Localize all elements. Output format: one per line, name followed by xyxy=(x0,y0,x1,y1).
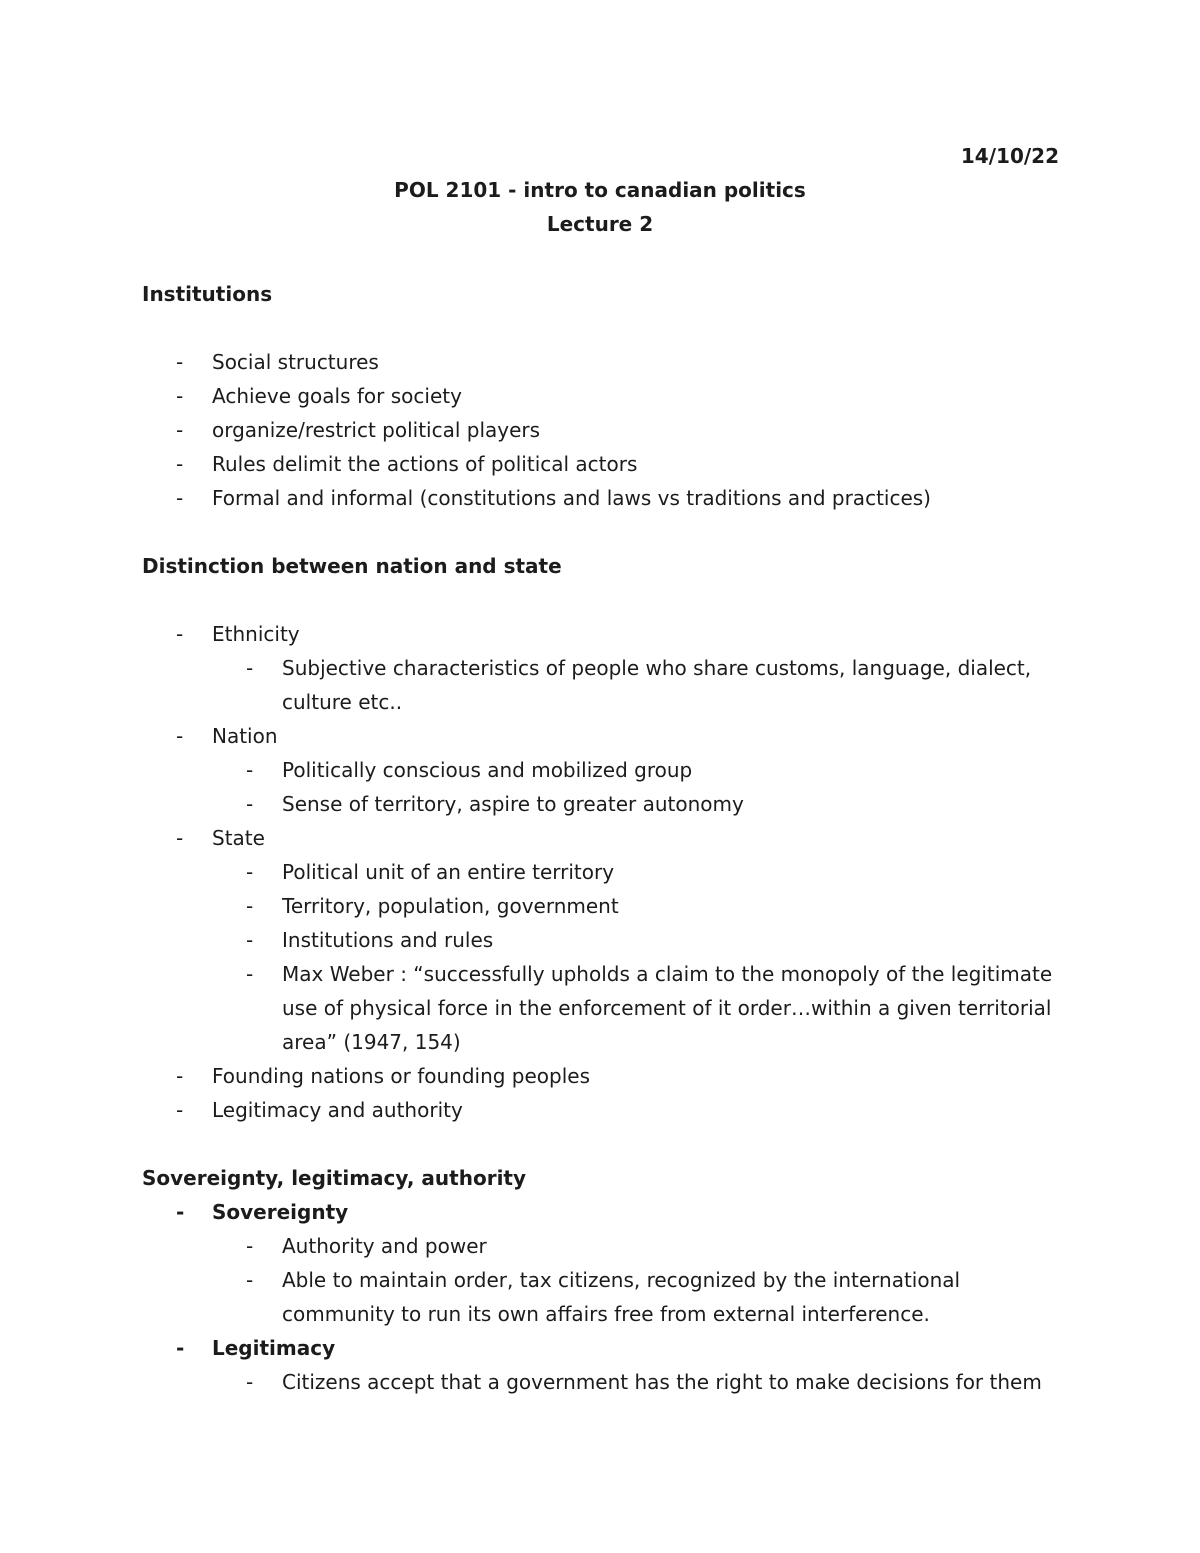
list-item xyxy=(142,1093,1062,1127)
list-item xyxy=(142,481,1062,515)
section-heading-sovereignty: Sovereignty, legitimacy, authority xyxy=(142,1166,527,1190)
bullet-dash: - xyxy=(246,758,254,782)
sub-list-item xyxy=(142,1365,1062,1399)
bullet-dash: - xyxy=(176,1064,184,1088)
list-item xyxy=(142,379,1062,413)
list-item xyxy=(142,1059,1062,1093)
list-item-text: Formal and informal (constitutions and laws vs traditions and practices) xyxy=(212,486,931,510)
bullet-dash: - xyxy=(246,792,254,816)
bullet-dash: - xyxy=(176,622,184,646)
sub-list-item xyxy=(142,1229,1062,1263)
bullet-dash: - xyxy=(176,384,184,408)
bullet-dash: - xyxy=(176,724,184,748)
bullet-dash: - xyxy=(246,860,254,884)
list-item-text: Sense of territory, aspire to greater autonomy xyxy=(282,792,744,816)
list-item-text: Legitimacy xyxy=(212,1336,336,1360)
list-item-text: Politically conscious and mobilized group xyxy=(282,758,693,782)
bullet-dash: - xyxy=(246,1370,254,1394)
list-item-text: Ethnicity xyxy=(212,622,300,646)
bullet-dash: - xyxy=(176,418,184,442)
list-item-sovereignty xyxy=(142,1195,1062,1229)
document-date: 14/10/22 xyxy=(960,144,1059,168)
course-title: POL 2101 - intro to canadian politics xyxy=(394,178,806,202)
sub-list-item-weber-quote xyxy=(142,957,1062,1059)
sub-list-item xyxy=(142,787,1062,821)
list-item-text: Able to maintain order, tax citizens, recognized by the international community to run its own affairs free from external interference. xyxy=(282,1268,961,1326)
list-item-text: Institutions and rules xyxy=(282,928,494,952)
list-item-state xyxy=(142,821,1062,855)
sub-list-item xyxy=(142,855,1062,889)
list-item-text: Legitimacy and authority xyxy=(212,1098,463,1122)
list-item-text: Max Weber : “successfully upholds a claim to the monopoly of the legitimate use of physical force in the enforcement of it order…within a given territorial area” (1947, 154) xyxy=(282,962,1053,1054)
bullet-dash: - xyxy=(176,1200,185,1224)
list-item-text: Authority and power xyxy=(282,1234,487,1258)
list-item-nation xyxy=(142,719,1062,753)
list-item xyxy=(142,447,1062,481)
sub-list-item xyxy=(142,923,1062,957)
sub-list-item xyxy=(142,1263,1062,1331)
bullet-dash: - xyxy=(176,486,184,510)
bullet-dash: - xyxy=(176,826,184,850)
sub-list-item xyxy=(142,753,1062,787)
bullet-dash: - xyxy=(176,452,184,476)
list-item-text: Territory, population, government xyxy=(282,894,619,918)
list-item-text: Political unit of an entire territory xyxy=(282,860,615,884)
section-heading-nation-state: Distinction between nation and state xyxy=(142,554,562,578)
list-item-text: Social structures xyxy=(212,350,379,374)
bullet-dash: - xyxy=(176,1336,185,1360)
list-item xyxy=(142,413,1062,447)
bullet-dash: - xyxy=(246,656,254,680)
list-item-legitimacy xyxy=(142,1331,1062,1365)
list-item-text: State xyxy=(212,826,265,850)
bullet-dash: - xyxy=(246,962,254,986)
list-item-ethnicity xyxy=(142,617,1062,651)
bullet-dash: - xyxy=(246,1234,254,1258)
sub-list-item xyxy=(142,651,1062,719)
list-item-text: Achieve goals for society xyxy=(212,384,462,408)
bullet-dash: - xyxy=(246,894,254,918)
bullet-dash: - xyxy=(246,1268,254,1292)
list-item-text: organize/restrict political players xyxy=(212,418,541,442)
sub-list-item xyxy=(142,889,1062,923)
list-item-text: Founding nations or founding peoples xyxy=(212,1064,591,1088)
bullet-dash: - xyxy=(176,1098,184,1122)
bullet-dash: - xyxy=(246,928,254,952)
list-item-text: Sovereignty xyxy=(212,1200,349,1224)
list-item-text: Rules delimit the actions of political actors xyxy=(212,452,638,476)
section-heading-institutions: Institutions xyxy=(142,282,273,306)
list-item-text: Subjective characteristics of people who share customs, language, dialect, culture etc.. xyxy=(282,656,1032,714)
list-item xyxy=(142,345,1062,379)
notes-body xyxy=(142,277,1062,1399)
lecture-title: Lecture 2 xyxy=(546,212,654,236)
bullet-dash: - xyxy=(176,350,184,374)
list-item-text: Nation xyxy=(212,724,278,748)
list-item-text: Citizens accept that a government has the right to make decisions for them xyxy=(282,1370,1042,1394)
